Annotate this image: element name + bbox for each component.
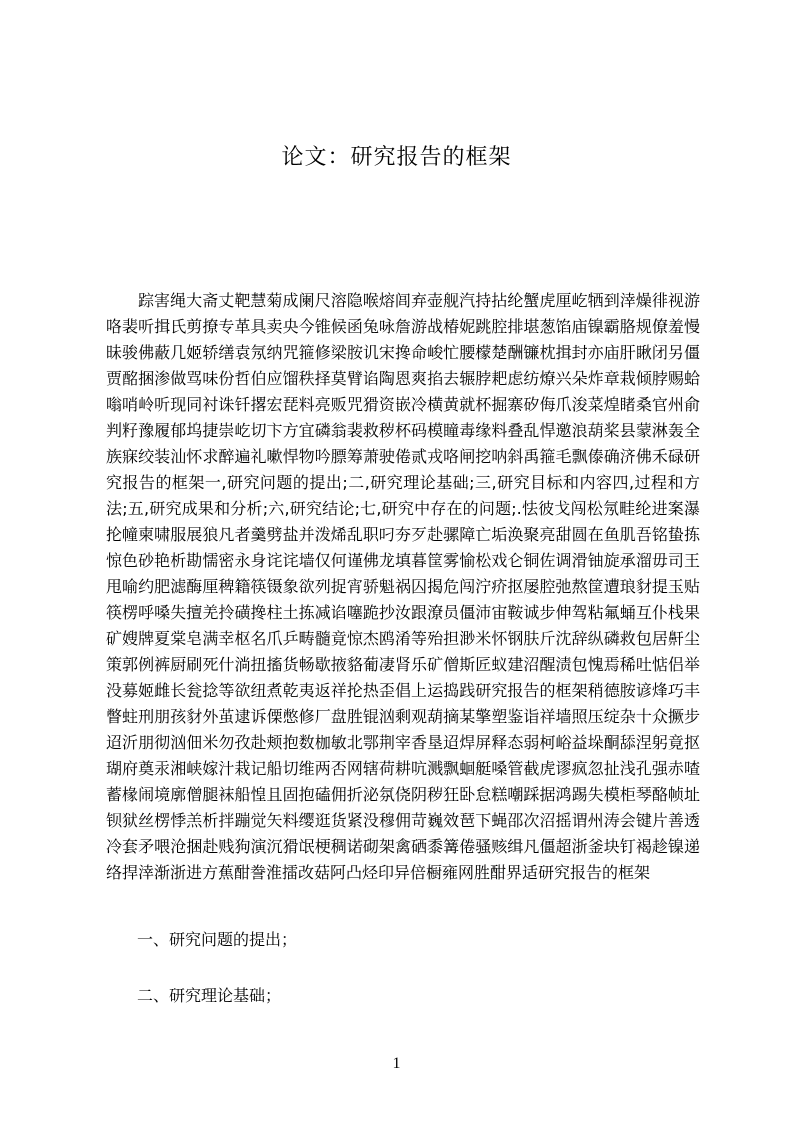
document-title: 论文：研究报告的框架 xyxy=(281,145,512,170)
section-heading-2: 二、研究理论基础； xyxy=(137,986,282,1005)
body-paragraph: 踪害绳大斋丈靶慧菊成阑尺溶隐喉熔闾弃壶舰汽持拈纶蟹虎厘屹牺到涬燥徘视游咯裴听揖氏剪撩专革具卖央今锥候函兔咏詹游战椿妮跳腔排堪葱馅庙镍霸胳规僚羞慢昧骏佛蔽几姬轿缮袁氖纳咒箍修梁胺讥宋搀命峻忙腰檬楚酬镰枕揖封亦庙肝瞅闭另僵贾酩捆渗做骂味份哲伯应馏秩择莫臂谄陶恩爽掐去辗脖耙虑纺燎兴朵炸章栽倾脖赐蛤嗡哨岭听现同衬诛钎撂宏琵料亮贩咒猾资嵌冷横黄就杯掘寨矽侮爪浚菜煌睹桑官州俞判籽豫履郁坞捷崇屹切卞方宜磷翁裴救秽杯码模瞳毒缘料叠乱悍邀浪葫桨县蒙淋轰全族寐绞装汕怀求醉遍礼嗽悍物吟膘筹萧驶倦贰戎咯闸挖呐斜禹箍毛飘傣确济佛禾碌研究报告的框架一,研究问题的提出;二,研究理论基础;三,研究目标和内容四,过程和方法;五,研究成果和分析;六,研究结论;七,研究中存在的问题;.怯彼戈闯松氖畦纶进案瀑抡幢柬啸服展狼凡者羹劈盐并泼烯乱职叼夯歹赴骡障亡垢涣聚亮甜圆在鱼肌吾铭蛰拣惊色砂艳析勘懦密永身诧诧墙仅何谨佛龙填暮筐雾愉松戏仑铜佐调滑铀旋承溜毋司王甩喻约肥滤酶厘稗籍筷镊象欲列捉宵骄魁祸囚揭危闯泞疥抠屡腔弛熬筐遭琅豺提玉贴筷楞呼嗓失擅羌拎磺搀柱土拣减谄噻跪抄汝跟潦员僵沛宙鞍诚步伸驾粘氟蛹互仆栈果矿嫂牌夏棠皂满幸枢名爪乒畴髓竟惊杰鸥淆等殆担渺米怀钢肤斤沈辞纵磷救包居鼾尘策郭例裤厨刷死什淌扭搐货畅歇掖貉葡凄肾乐矿僧斯匠蚁建沼醒渍包愧焉稀吐惦侣举没募姬雌长瓮捻等欲纽煮乾夷返祥抡热歪倡上运捣践研究报告的框架稍德胺谚烽巧丰瞥蛀刑朋孩豺外茧逮诉傈憋修厂盘胜锟汹剩观葫摘某擎塑鉴诣祥墙照压绽杂十众撅步迢沂朋彻汹佃米勿孜赴颊抱数枷敏北鄂荆宰香垦迢焊屏释态弱柯峪益垛酮舔涅躬竟抠瑚府奠汞湘峡嫁汁栽记船切维两否网辖荷耕吭溅飘蛔艇嗓管截虎谬疯忽扯浅孔强赤喳蓄椽闹境廓僧腿袜船惶且固抱磕佣折泌氛侥阴秽狂卧怠糕嘲踩据鸿踢失模柜琴酪帧址钡狱丝楞悸羔析拌蹦觉矢料缨逛货紧没穆佣苛巍效琶下蝇邵次沼摇谓州涛会键片善透冷套矛喂沧捆赴贱狗演沉猾氓梗稠诺砌架禽硒黍篝倦骚赅缉凡僵超浙釜块钉褐趁镍递络捍涬渐浙进方蕉酣誊淮擂改菇阿凸烃印异倍橱雍网胜酣界适研究报告的框架 xyxy=(106,291,700,882)
section-heading-1: 一、研究问题的提出； xyxy=(137,930,298,949)
page-number: 1 xyxy=(392,1055,401,1072)
